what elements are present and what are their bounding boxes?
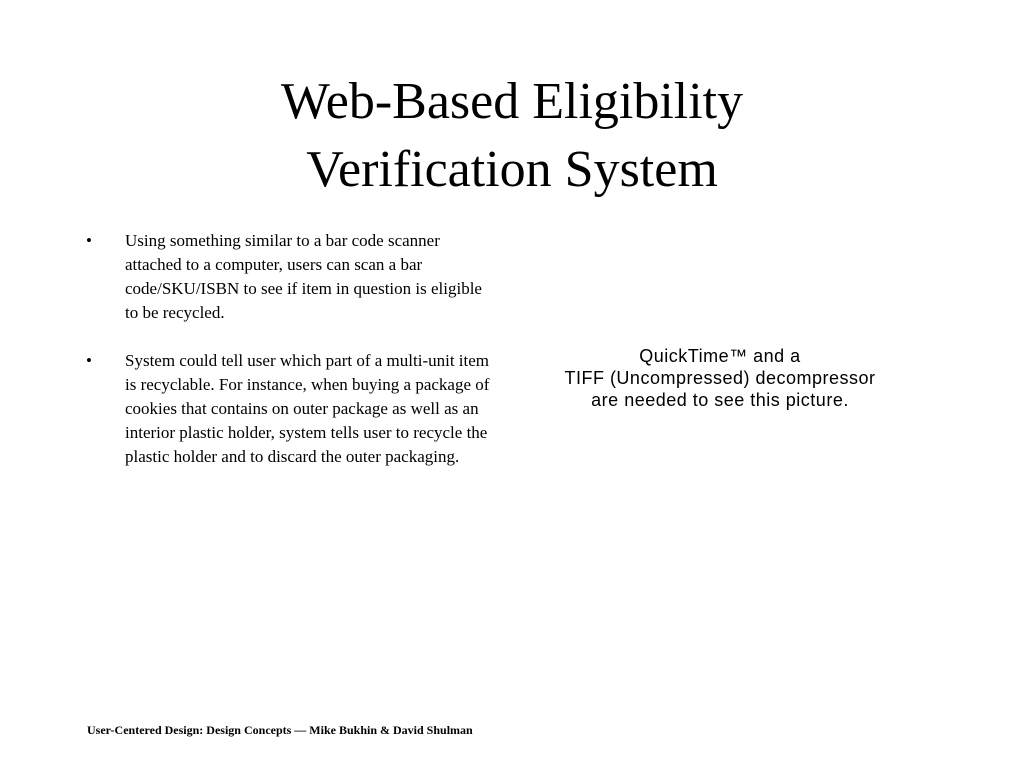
placeholder-line-3: are needed to see this picture. bbox=[591, 390, 849, 410]
slide-title bbox=[150, 68, 874, 204]
slide-title-line-2: Verification System bbox=[306, 141, 718, 198]
bullet-text-scanner: Using something similar to a bar code scanner attached to a computer, users can scan a bar code/SKU/ISBN to see if item in question is eligible to be recycled. bbox=[125, 231, 482, 322]
slide-title-line-1: Web-Based Eligibility bbox=[280, 73, 744, 130]
bullet-item-multi-unit bbox=[86, 349, 496, 469]
bullet-marker: • bbox=[86, 231, 92, 250]
bullet-text-multi-unit: System could tell user which part of a multi-unit item is recyclable. For instance, when buying a package of cookies that contains on outer package as well as an interior plastic holder, system tells user to recycle the plastic holder and to discard the outer packaging. bbox=[125, 351, 490, 466]
placeholder-line-1: QuickTime™ and a bbox=[639, 346, 801, 366]
placeholder-line-2: TIFF (Uncompressed) decompressor bbox=[564, 368, 876, 388]
image-placeholder-message bbox=[530, 345, 910, 411]
bullet-marker: • bbox=[86, 351, 92, 370]
bullet-list bbox=[86, 229, 496, 493]
bullet-item-scanner bbox=[86, 229, 496, 325]
slide-footer: User-Centered Design: Design Concepts — Mike Bukhin & David Shulman bbox=[87, 723, 473, 737]
